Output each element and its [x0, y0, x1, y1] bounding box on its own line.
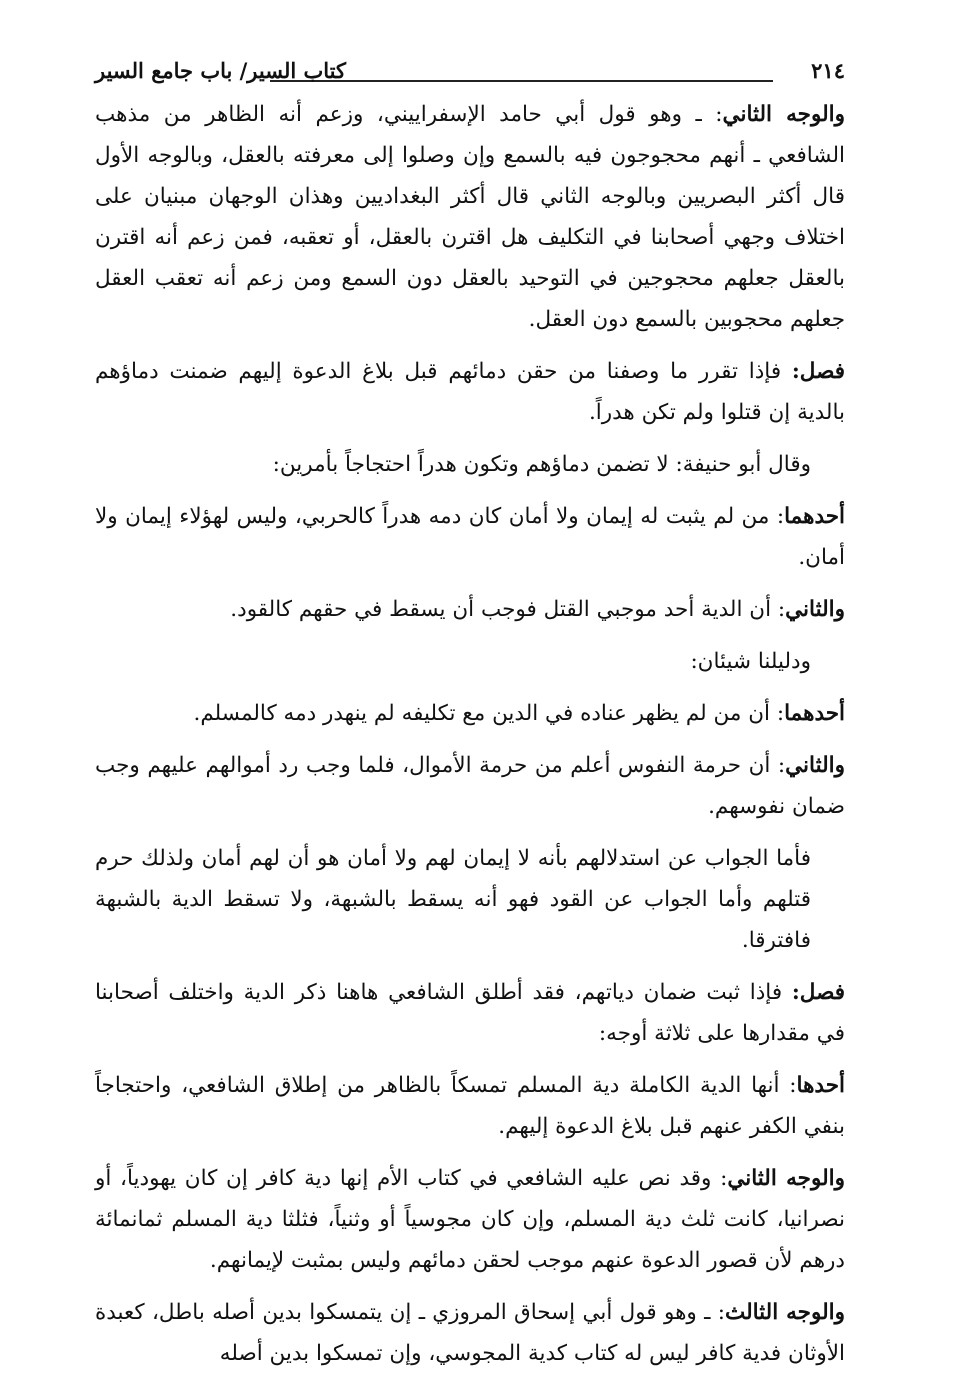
- paragraph-text: : أنها الدية الكاملة دية المسلم تمسكاً بالظاهر من إطلاق الشافعي، واحتجاجاً بنفي الكفر عنهم قبل بلاغ الدعوة إليهم.: [95, 1073, 845, 1139]
- paragraph-lead: فصل:: [791, 980, 845, 1005]
- paragraph-lead: والثاني: [785, 597, 845, 622]
- paragraph: [95, 972, 845, 1054]
- paragraph-text: ودليلنا شيئان:: [690, 649, 811, 674]
- paragraph: [95, 693, 845, 734]
- paragraph: [95, 589, 845, 630]
- page-body: [95, 94, 845, 1374]
- paragraph-text: فأما الجواب عن استدلالهم بأنه لا إيمان لهم ولا أمان هو أن لهم أمان ولذلك حرم قتلهم وأما الجواب عن القود فهو أنه يسقط بالشبهة، ولا تسقط الدية بالشبهة فافترقا.: [95, 846, 811, 953]
- paragraph-lead: أحدهما: [784, 504, 845, 529]
- paragraph-text: : أن من لم يظهر عناده في الدين مع تكليفه لم ينهدر دمه كالمسلم.: [193, 701, 785, 726]
- paragraph: [95, 1158, 845, 1281]
- paragraph-text: : من لم يثبت له إيمان ولا أمان كان دمه هدراً كالحربي، وليس لهؤلاء إيمان ولا أمان.: [95, 504, 845, 570]
- paragraph-lead: والوجه الثاني: [727, 1166, 845, 1191]
- paragraph: [95, 444, 845, 485]
- paragraph-text: : ـ وهو قول أبي حامد الإسفراييني، وزعم أنه الظاهر من مذهب الشافعي ـ أنهم محجوجون فيه بالسمع وإن وصلوا إلى معرفته بالعقل، وبالوجه الأول قال أكثر البصريين وبالوجه الثاني قال أكثر البغداديين وهذان الوجهان مبنيان على اختلاف وجهي أصحابنا في التكليف هل اقترن بالعقل، أو تعقبه، فمن زعم أنه اقترن بالعقل جعلهم محجوجين في التوحيد بالعقل دون السمع ومن زعم أنه تعقب العقل جعلهم محجوبين بالسمع دون العقل.: [95, 102, 845, 332]
- paragraph-text: : وقد نص عليه الشافعي في كتاب الأم إنها دية كافر إن كان يهودياً، أو نصرانيا، كانت ثلث دية المسلم، وإن كان مجوسياً أو وثنياً، فثلثا دية المسلم ثمانمائة درهم لأن قصور الدعوة عنهم موجب لحقن دمائهم وليس بمثبت لإيمانهم.: [95, 1166, 845, 1273]
- paragraph-text: : أن حرمة النفوس أعلم من حرمة الأموال، فلما وجب رد أموالهم عليهم وجب ضمان نفوسهم.: [95, 753, 845, 819]
- paragraph-lead: أحدهما: [784, 701, 845, 726]
- paragraph: [95, 1065, 845, 1147]
- paragraph-lead: والثاني: [785, 753, 845, 778]
- paragraph: [95, 838, 845, 961]
- paragraph-text: وقال أبو حنيفة: لا تضمن دماؤهم وتكون هدراً احتجاجاً بأمرين:: [272, 452, 811, 477]
- paragraph-lead: أحدها: [796, 1073, 845, 1098]
- paragraph: [95, 1292, 845, 1374]
- page-header: [95, 58, 845, 94]
- paragraph: [95, 94, 845, 340]
- paragraph: [95, 641, 845, 682]
- paragraph-text: فإذا تقرر ما وصفنا من حقن دمائهم قبل بلاغ الدعوة إليهم ضمنت دماؤهم بالدية إن قتلوا ولم تكن هدراً.: [95, 359, 845, 425]
- page-number: ٢١٤: [811, 58, 845, 83]
- paragraph: [95, 496, 845, 578]
- paragraph-text: : ـ وهو قول أبي إسحاق المروزي ـ إن يتمسكوا بدين أصله باطل، كعبدة الأوثان فدية كافر ليس له كتاب كدية المجوسي، وإن تمسكوا بدين أصله: [95, 1300, 845, 1366]
- running-title: كتاب السير/ باب جامع السير: [95, 58, 347, 83]
- paragraph: [95, 745, 845, 827]
- paragraph-text: فإذا ثبت ضمان دياتهم، فقد أطلق الشافعي هاهنا ذكر الدية واختلف أصحابنا في مقدارها على ثلاثة أوجه:: [95, 980, 845, 1046]
- paragraph: [95, 351, 845, 433]
- paragraph-lead: فصل:: [791, 359, 845, 384]
- paragraph-text: : أن الدية أحد موجبي القتل فوجب أن يسقط في حقهم كالقود.: [230, 597, 786, 622]
- paragraph-lead: والوجه الثاني: [722, 102, 845, 127]
- paragraph-lead: والوجه الثالث: [724, 1300, 845, 1325]
